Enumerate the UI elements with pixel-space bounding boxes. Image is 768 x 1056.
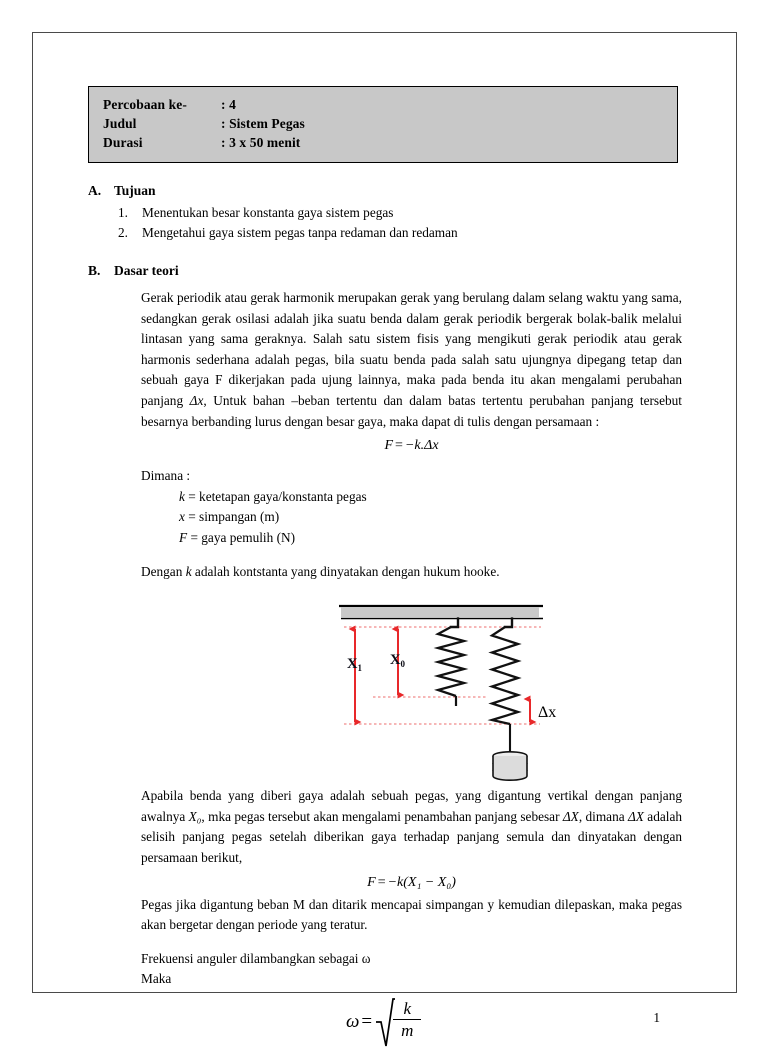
section-title-dasar-teori: Dasar teori [114,263,179,278]
dengan-k-paragraph [141,562,682,583]
theory-paragraph-1 [141,288,682,432]
ceiling-bar [341,607,539,617]
paragraph-2-part-c: , dimana [578,808,628,824]
weight-disc-3 [493,770,527,780]
section-dasar-teori [88,261,682,1056]
dasar-teori-body [141,280,682,582]
radical-sign-icon [375,996,395,1048]
theory-paragraph-2 [141,786,682,868]
paragraph-2-part-b: , mka pegas tersebut akan mengalami penambahan panjang sebesar [201,808,563,824]
page-number: 1 [653,1009,660,1025]
section-title-tujuan: Tujuan [114,183,156,198]
dasar-teori-body-2 [141,786,682,1056]
list-item [88,223,682,243]
section-letter-a: A. [88,183,102,198]
dengan-k-part-a: Dengan [141,563,186,579]
left-spring-hanger [451,619,458,628]
equation-hooke-law [141,434,682,458]
symbol-k: k [185,563,192,579]
equation-angular-frequency [346,996,421,1048]
label-x1: $X_1$ [347,656,362,674]
equation-2-rhs: −k(X₁ − X₀) [387,874,456,890]
equation-3-lhs: ω [346,1010,360,1032]
equation-2-operator: = [377,874,386,890]
definition-text-f: = gaya pemulih (N) [187,529,296,545]
tujuan-list [88,203,682,243]
fraction-k-over-m [393,999,421,1041]
info-row [103,133,663,152]
equation-angular-frequency-row [141,994,682,1056]
equation-2-lhs: F [367,874,376,890]
definition-row [179,487,682,508]
label-delta-x: Δx [538,704,557,722]
right-spring-hanger [505,619,512,628]
definition-list [179,487,682,549]
equation-1-rhs: −k.Δx [404,438,439,454]
left-spring-coil [438,627,464,696]
paragraph-1-part-b: , Untuk bahan –beban tertentu dan dalam batas tertentu perubahan panjang tersebut besarnya berbanding lurus dengan besar gaya, maka dapat di tulis dengan persamaan : [141,392,682,429]
definition-symbol-k: k [179,488,185,504]
list-text: Mengetahui gaya sistem pegas tanpa redaman dan redaman [142,225,458,240]
info-label-judul: Judul [103,116,137,131]
symbol-x0: X₀ [188,808,202,824]
symbol-delta-x: Δx [189,392,204,408]
section-tujuan [88,181,682,243]
paragraph-2-part-a: Apabila benda yang diberi gaya adalah sebuah pegas, yang digantung vertikal dengan panjang awalnya [141,788,682,824]
info-row [103,114,663,133]
equation-3-operator: = [361,1010,373,1032]
equation-1-lhs: F [384,438,394,454]
page-content [88,86,682,1056]
info-value-percobaan: : 4 [221,97,236,112]
paragraph-1-part-a: Gerak periodik atau gerak harmonik merupakan gerak yang berulang dalam selang waktu yang sama, sedangkan gerak osilasi adalah jika suatu benda dalam gerak periodik bergerak bolak-balik melalui lintasan yang sama geraknya. Salah satu sistem fisis yang mengikuti gerak periodik atau gerak harmonis sederhana adalah pegas, bila suatu benda pada salah satu ujungnya dipegang tetap dan sebuah gaya F dikerjakan pada ujung lainnya, maka pada benda itu akan mengalami perubahan panjang [141,290,682,408]
theory-paragraph-4: Frekuensi anguler dilambangkan sebagai ω [141,950,371,966]
definition-text-k: = ketetapan gaya/konstanta pegas [184,488,367,504]
symbol-delta-x-2: ΔX [562,808,579,824]
label-x0: $X_0$ [390,652,405,670]
theory-paragraph-3: Pegas jika digantung beban M dan ditarik mencapai simpangan y kemudian dilepaskan, maka pegas akan bergetar dengan periode yang teratur. [141,896,682,933]
definition-symbol-f: F [179,529,188,545]
info-value-judul: : Sistem Pegas [221,116,305,131]
equation-1-operator: = [395,438,403,454]
info-label-percobaan: Percobaan ke- [103,97,187,112]
section-heading-tujuan [88,181,682,200]
list-marker: 1. [118,205,128,220]
spring-diagram-svg [88,596,682,786]
definition-row [179,507,682,528]
fraction-denominator: m [393,1019,421,1041]
dengan-k-part-b: adalah kontstanta yang dinyatakan dengan hukum hooke. [191,563,500,579]
right-spring-coil [492,627,518,724]
symbol-delta-x-3: ΔX [628,808,644,824]
paragraph-2-part-d: adalah selisih panjang pegas setelah diberikan gaya terhadap panjang semula dan dinyatakan dengan persamaan berikut, [141,808,682,865]
list-item [88,203,682,223]
list-text: Menentukan besar konstanta gaya sistem pegas [142,205,394,220]
equation-spring-force [141,871,682,895]
section-letter-b: B. [88,263,101,278]
info-value-durasi: : 3 x 50 menit [221,135,301,150]
experiment-info-table [88,86,678,163]
dimana-label: Dimana : [141,468,191,484]
info-label-durasi: Durasi [103,135,143,150]
theory-paragraph-5: Maka [141,971,172,987]
spring-system-figure [88,596,682,786]
list-marker: 2. [118,225,128,240]
fraction-numerator: k [403,998,412,1018]
definition-symbol-x: x [179,509,185,525]
definition-row [179,528,682,549]
section-heading-dasar-teori [88,261,682,280]
definition-text-x: = simpangan (m) [184,509,280,525]
info-row [103,95,663,114]
